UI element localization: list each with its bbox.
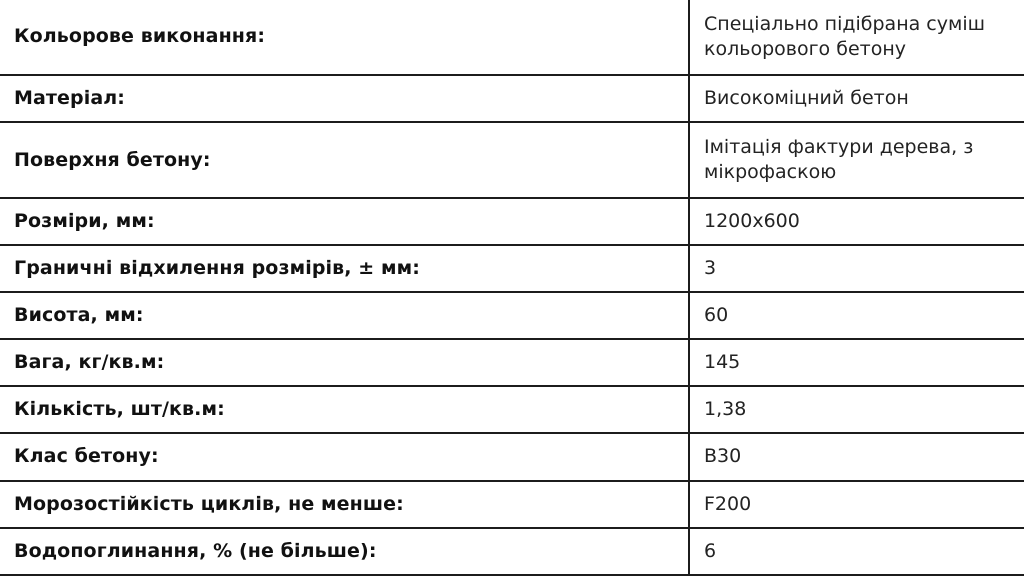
table-row — [0, 292, 1024, 339]
spec-value: 3 — [704, 257, 717, 280]
table-row — [0, 386, 1024, 433]
table-row — [0, 245, 1024, 292]
spec-value: B30 — [704, 445, 742, 468]
spec-label: Граничні відхилення розмірів, ± мм: — [0, 245, 689, 292]
table-row — [0, 0, 1024, 75]
spec-label: Розміри, мм: — [0, 198, 689, 245]
table-row — [0, 433, 1024, 480]
spec-label: Кольорове виконання: — [0, 0, 689, 75]
spec-label: Вага, кг/кв.м: — [0, 339, 689, 386]
table-row — [0, 339, 1024, 386]
spec-value: 1200х600 — [704, 210, 800, 233]
spec-label: Клас бетону: — [0, 433, 689, 480]
spec-value: Імітація фактури дерева, з мікрофаскою — [704, 136, 974, 184]
spec-label: Висота, мм: — [0, 292, 689, 339]
table-row — [0, 122, 1024, 198]
spec-label: Кількість, шт/кв.м: — [0, 386, 689, 433]
table-row — [0, 481, 1024, 528]
spec-value: 6 — [704, 539, 717, 562]
table-row — [0, 75, 1024, 122]
table-row — [0, 528, 1024, 575]
spec-label: Поверхня бетону: — [0, 122, 689, 198]
spec-label: Матеріал: — [0, 75, 689, 122]
table-row — [0, 198, 1024, 245]
spec-value: Спеціально підібрана суміш кольорового бетону — [704, 12, 985, 60]
spec-label: Морозостійкість циклів, не менше: — [0, 481, 689, 528]
spec-value: 1,38 — [704, 398, 747, 421]
spec-value: F200 — [704, 492, 752, 515]
spec-label: Водопоглинання, % (не більше): — [0, 528, 689, 575]
spec-value: Високоміцний бетон — [704, 87, 909, 109]
spec-value: 145 — [704, 351, 741, 374]
spec-value: 60 — [704, 304, 729, 327]
